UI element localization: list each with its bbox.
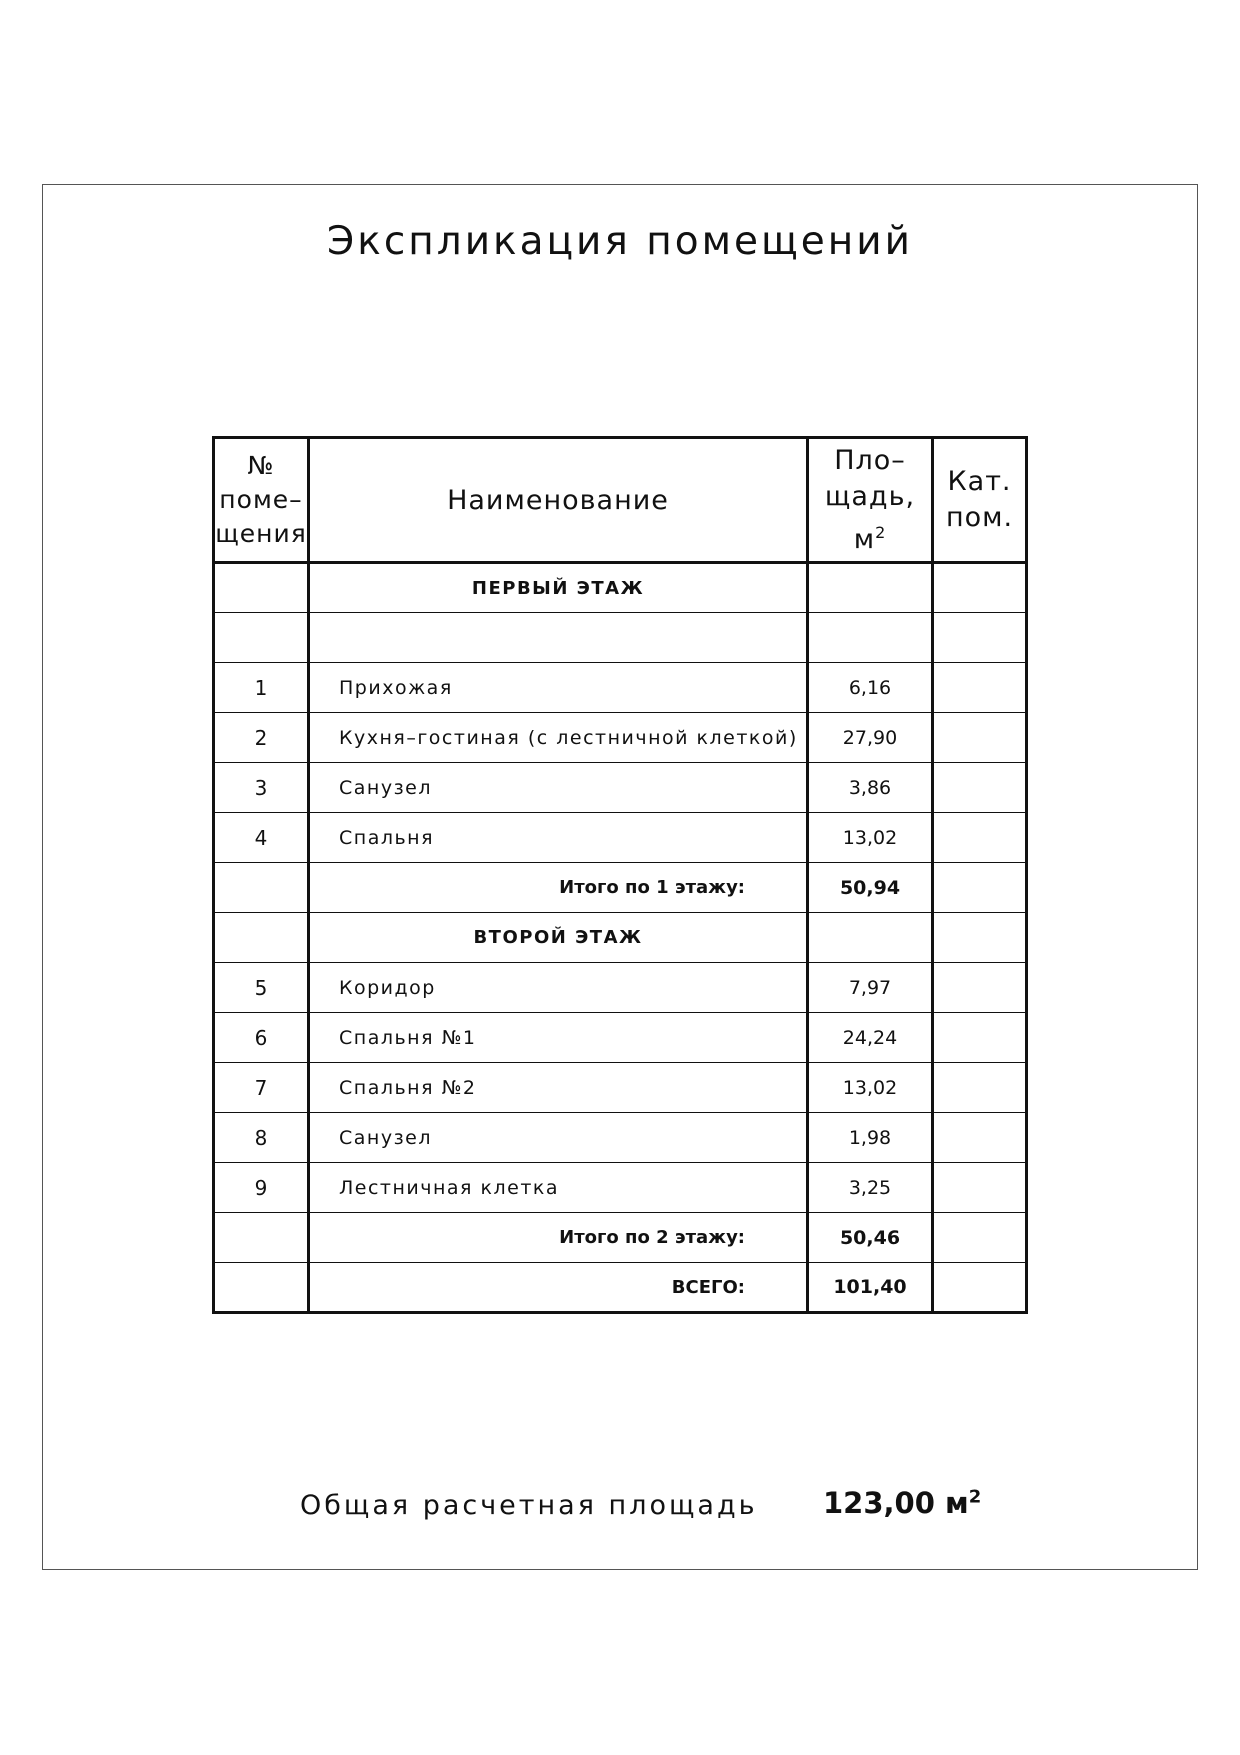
header-area-unit: м [853, 523, 876, 555]
header-category [933, 438, 1027, 563]
room-number: 5 [214, 963, 309, 1013]
explication-table [212, 436, 1028, 1314]
header-num-line1: № [247, 451, 275, 480]
room-area: 13,02 [808, 813, 933, 863]
header-cat-line2: пом. [945, 502, 1014, 533]
room-name: Спальня [309, 813, 808, 863]
header-area-sup: 2 [875, 522, 887, 542]
room-number: 7 [214, 1063, 309, 1113]
room-name: Кухня–гостиная (с лестничной клеткой) [309, 713, 808, 763]
room-area: 6,16 [808, 663, 933, 713]
header-area-line2: щадь, [824, 480, 916, 512]
table-row [214, 663, 1027, 713]
table-row [214, 713, 1027, 763]
header-num-line2: поме– [219, 485, 303, 514]
room-name: Спальня №1 [309, 1013, 808, 1063]
header-name-label: Наименование [447, 484, 669, 516]
room-number: 1 [214, 663, 309, 713]
grand-total-row [214, 1263, 1027, 1313]
header-name [309, 438, 808, 563]
table-row [214, 963, 1027, 1013]
room-name: Коридор [309, 963, 808, 1013]
table-row [214, 1013, 1027, 1063]
floor1-total-label: Итого по 1 этажу: [309, 863, 808, 913]
floor2-total-row [214, 1213, 1027, 1263]
table-row [214, 1163, 1027, 1213]
room-category [933, 1163, 1027, 1213]
room-area: 13,02 [808, 1063, 933, 1113]
room-area: 24,24 [808, 1013, 933, 1063]
total-area-label: Общая расчетная площадь [300, 1490, 758, 1521]
room-category [933, 1113, 1027, 1163]
room-category [933, 663, 1027, 713]
room-number: 3 [214, 763, 309, 813]
section-row-floor1 [214, 563, 1027, 613]
room-number: 2 [214, 713, 309, 763]
header-room-number [214, 438, 309, 563]
total-area-number: 123,00 [823, 1486, 935, 1520]
table-row [214, 763, 1027, 813]
room-area: 3,25 [808, 1163, 933, 1213]
grand-total-label: ВСЕГО: [309, 1263, 808, 1313]
floor1-total-value: 50,94 [808, 863, 933, 913]
room-number: 4 [214, 813, 309, 863]
page-title: Экспликация помещений [327, 219, 913, 264]
total-area-unit: м [945, 1486, 969, 1520]
floor1-total-row [214, 863, 1027, 913]
room-area: 27,90 [808, 713, 933, 763]
table-row [214, 1063, 1027, 1113]
room-number: 9 [214, 1163, 309, 1213]
room-area: 1,98 [808, 1113, 933, 1163]
floor2-total-label: Итого по 2 этажу: [309, 1213, 808, 1263]
room-category [933, 963, 1027, 1013]
header-cat-line1: Кат. [947, 466, 1012, 497]
header-row [214, 438, 1027, 563]
floor1-label: ПЕРВЫЙ ЭТАЖ [309, 563, 808, 613]
section-row-floor2 [214, 913, 1027, 963]
table-row [214, 813, 1027, 863]
room-category [933, 1063, 1027, 1113]
header-area [808, 438, 933, 563]
room-category [933, 763, 1027, 813]
room-area: 3,86 [808, 763, 933, 813]
total-area-value [823, 1486, 981, 1520]
room-name: Спальня №2 [309, 1063, 808, 1113]
room-name: Санузел [309, 763, 808, 813]
header-num-line3: щения [215, 519, 307, 548]
room-number: 6 [214, 1013, 309, 1063]
room-number: 8 [214, 1113, 309, 1163]
total-area-unit-sup: 2 [968, 1486, 982, 1508]
room-name: Санузел [309, 1113, 808, 1163]
floor2-label: ВТОРОЙ ЭТАЖ [309, 913, 808, 963]
header-area-line1: Пло– [834, 444, 906, 476]
room-category [933, 1013, 1027, 1063]
empty-row [214, 613, 1027, 663]
floor2-total-value: 50,46 [808, 1213, 933, 1263]
grand-total-value: 101,40 [808, 1263, 933, 1313]
table-row [214, 1113, 1027, 1163]
room-category [933, 713, 1027, 763]
room-category [933, 813, 1027, 863]
room-area: 7,97 [808, 963, 933, 1013]
room-name: Лестничная клетка [309, 1163, 808, 1213]
room-name: Прихожая [309, 663, 808, 713]
